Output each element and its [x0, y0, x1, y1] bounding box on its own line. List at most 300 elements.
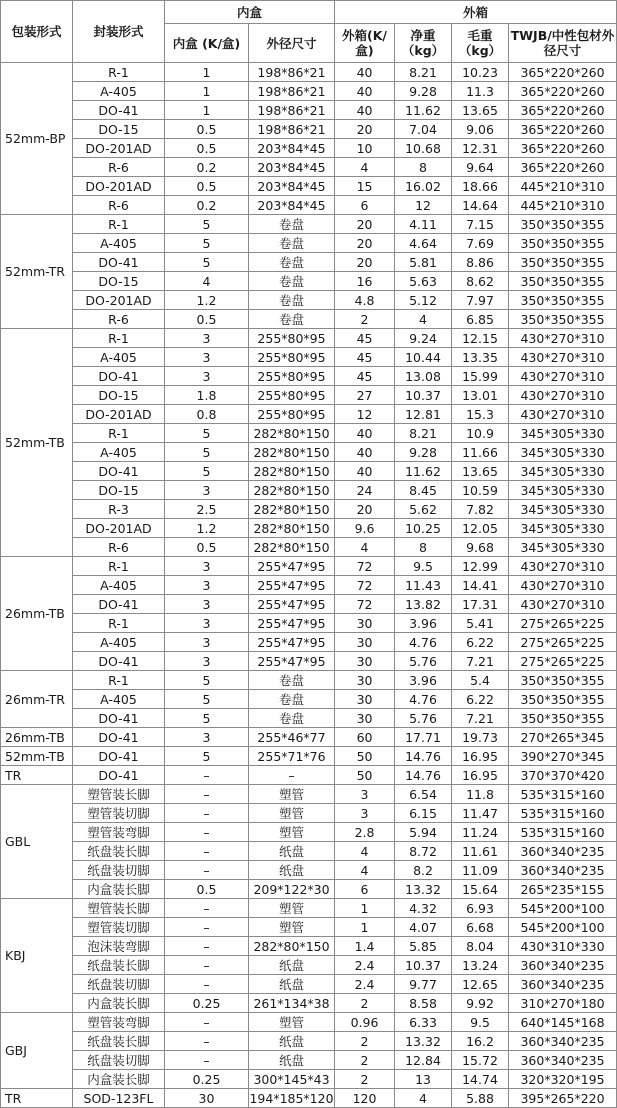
inner-dim-cell: 卷盘 [249, 253, 335, 272]
header-outer-box: 外箱 [335, 1, 617, 24]
table-row [1, 538, 617, 557]
inner-dim-cell: 255*80*95 [249, 386, 335, 405]
outer-qty-cell: 30 [335, 633, 395, 652]
table-row [1, 956, 617, 975]
net-weight-cell: 13 [395, 1070, 452, 1089]
inner-qty-cell: 0.5 [165, 310, 249, 329]
net-weight-cell: 4.07 [395, 918, 452, 937]
outer-dim-cell: 310*270*180 [509, 994, 617, 1013]
table-row [1, 462, 617, 481]
seal-form-cell: DO-15 [73, 272, 165, 291]
inner-qty-cell: 5 [165, 443, 249, 462]
table-row [1, 842, 617, 861]
inner-qty-cell: 1 [165, 101, 249, 120]
table-row [1, 63, 617, 82]
outer-dim-cell: 360*340*235 [509, 861, 617, 880]
gross-weight-cell: 7.69 [452, 234, 509, 253]
net-weight-cell: 14.76 [395, 747, 452, 766]
inner-qty-cell: 0.5 [165, 880, 249, 899]
gross-weight-cell: 5.88 [452, 1089, 509, 1108]
table-row [1, 766, 617, 785]
inner-qty-cell: – [165, 766, 249, 785]
net-weight-cell: 10.37 [395, 386, 452, 405]
seal-form-cell: 塑管装切脚 [73, 804, 165, 823]
outer-dim-cell: 365*220*260 [509, 82, 617, 101]
outer-dim-cell: 345*305*330 [509, 500, 617, 519]
table-row [1, 557, 617, 576]
table-row [1, 196, 617, 215]
inner-qty-cell: 5 [165, 747, 249, 766]
table-row [1, 405, 617, 424]
outer-dim-cell: 445*210*310 [509, 196, 617, 215]
gross-weight-cell: 15.3 [452, 405, 509, 424]
outer-qty-cell: 24 [335, 481, 395, 500]
net-weight-cell: 3.96 [395, 671, 452, 690]
inner-qty-cell: 5 [165, 671, 249, 690]
outer-dim-cell: 365*220*260 [509, 120, 617, 139]
seal-form-cell: R-6 [73, 538, 165, 557]
inner-dim-cell: 纸盘 [249, 861, 335, 880]
outer-qty-cell: 30 [335, 652, 395, 671]
outer-dim-cell: 350*350*355 [509, 234, 617, 253]
seal-form-cell: 纸盘装长脚 [73, 1032, 165, 1051]
inner-qty-cell: 0.5 [165, 538, 249, 557]
seal-form-cell: 内盒装长脚 [73, 994, 165, 1013]
gross-weight-cell: 13.01 [452, 386, 509, 405]
seal-form-cell: A-405 [73, 234, 165, 253]
inner-dim-cell: – [249, 766, 335, 785]
gross-weight-cell: 8.86 [452, 253, 509, 272]
inner-dim-cell: 塑管 [249, 804, 335, 823]
table-row [1, 348, 617, 367]
inner-qty-cell: 3 [165, 329, 249, 348]
outer-dim-cell: 345*305*330 [509, 538, 617, 557]
outer-dim-cell: 430*270*310 [509, 405, 617, 424]
outer-qty-cell: 20 [335, 500, 395, 519]
net-weight-cell: 8.58 [395, 994, 452, 1013]
net-weight-cell: 7.04 [395, 120, 452, 139]
outer-dim-cell: 345*305*330 [509, 462, 617, 481]
inner-dim-cell: 255*47*95 [249, 633, 335, 652]
inner-qty-cell: 0.5 [165, 120, 249, 139]
outer-qty-cell: 6 [335, 880, 395, 899]
inner-qty-cell: 1 [165, 63, 249, 82]
net-weight-cell: 9.77 [395, 975, 452, 994]
net-weight-cell: 4.32 [395, 899, 452, 918]
net-weight-cell: 8.21 [395, 63, 452, 82]
net-weight-cell: 6.33 [395, 1013, 452, 1032]
net-weight-cell: 11.43 [395, 576, 452, 595]
table-body [1, 63, 617, 1108]
group-label: TR [1, 1089, 73, 1108]
outer-qty-cell: 1 [335, 918, 395, 937]
seal-form-cell: SOD-123FL [73, 1089, 165, 1108]
inner-dim-cell: 卷盘 [249, 709, 335, 728]
outer-qty-cell: 20 [335, 215, 395, 234]
seal-form-cell: DO-201AD [73, 405, 165, 424]
seal-form-cell: 纸盘装长脚 [73, 842, 165, 861]
net-weight-cell: 8 [395, 158, 452, 177]
seal-form-cell: DO-201AD [73, 177, 165, 196]
outer-dim-cell: 430*310*330 [509, 937, 617, 956]
outer-qty-cell: 4 [335, 158, 395, 177]
inner-dim-cell: 203*84*45 [249, 158, 335, 177]
inner-qty-cell: – [165, 823, 249, 842]
gross-weight-cell: 13.24 [452, 956, 509, 975]
table-row [1, 671, 617, 690]
outer-dim-cell: 265*235*155 [509, 880, 617, 899]
outer-dim-cell: 365*220*260 [509, 101, 617, 120]
inner-qty-cell: – [165, 842, 249, 861]
outer-qty-cell: 3 [335, 785, 395, 804]
seal-form-cell: 纸盘装切脚 [73, 861, 165, 880]
net-weight-cell: 6.15 [395, 804, 452, 823]
gross-weight-cell: 9.06 [452, 120, 509, 139]
gross-weight-cell: 18.66 [452, 177, 509, 196]
inner-qty-cell: 0.8 [165, 405, 249, 424]
inner-qty-cell: – [165, 1032, 249, 1051]
inner-qty-cell: – [165, 937, 249, 956]
gross-weight-cell: 10.23 [452, 63, 509, 82]
net-weight-cell: 5.63 [395, 272, 452, 291]
outer-qty-cell: 40 [335, 443, 395, 462]
gross-weight-cell: 12.05 [452, 519, 509, 538]
inner-dim-cell: 282*80*150 [249, 443, 335, 462]
table-row [1, 215, 617, 234]
net-weight-cell: 9.28 [395, 443, 452, 462]
outer-qty-cell: 40 [335, 63, 395, 82]
outer-qty-cell: 45 [335, 348, 395, 367]
outer-dim-cell: 320*320*195 [509, 1070, 617, 1089]
inner-qty-cell: 3 [165, 481, 249, 500]
inner-dim-cell: 198*86*21 [249, 82, 335, 101]
table-row [1, 576, 617, 595]
inner-dim-cell: 282*80*150 [249, 519, 335, 538]
table-row [1, 424, 617, 443]
inner-qty-cell: 3 [165, 652, 249, 671]
inner-dim-cell: 282*80*150 [249, 538, 335, 557]
table-row [1, 519, 617, 538]
inner-dim-cell: 纸盘 [249, 975, 335, 994]
net-weight-cell: 11.62 [395, 462, 452, 481]
inner-dim-cell: 卷盘 [249, 234, 335, 253]
inner-dim-cell: 255*47*95 [249, 576, 335, 595]
gross-weight-cell: 12.15 [452, 329, 509, 348]
outer-dim-cell: 390*270*345 [509, 747, 617, 766]
net-weight-cell: 6.54 [395, 785, 452, 804]
inner-qty-cell: – [165, 975, 249, 994]
net-weight-cell: 10.25 [395, 519, 452, 538]
header-inner-dim: 外径尺寸 [249, 24, 335, 63]
gross-weight-cell: 15.72 [452, 1051, 509, 1070]
outer-qty-cell: 40 [335, 424, 395, 443]
table-row [1, 177, 617, 196]
net-weight-cell: 12.81 [395, 405, 452, 424]
inner-qty-cell: 0.25 [165, 1070, 249, 1089]
net-weight-cell: 8.21 [395, 424, 452, 443]
outer-dim-cell: 445*210*310 [509, 177, 617, 196]
inner-dim-cell: 282*80*150 [249, 424, 335, 443]
outer-dim-cell: 275*265*225 [509, 614, 617, 633]
outer-dim-cell: 350*350*355 [509, 671, 617, 690]
gross-weight-cell: 11.8 [452, 785, 509, 804]
outer-dim-cell: 535*315*160 [509, 804, 617, 823]
outer-qty-cell: 4 [335, 538, 395, 557]
outer-dim-cell: 430*270*310 [509, 576, 617, 595]
gross-weight-cell: 7.97 [452, 291, 509, 310]
outer-qty-cell: 2.4 [335, 956, 395, 975]
outer-dim-cell: 360*340*235 [509, 1032, 617, 1051]
net-weight-cell: 13.08 [395, 367, 452, 386]
gross-weight-cell: 9.64 [452, 158, 509, 177]
net-weight-cell: 8.72 [395, 842, 452, 861]
net-weight-cell: 9.24 [395, 329, 452, 348]
table-row [1, 1032, 617, 1051]
inner-dim-cell: 255*71*76 [249, 747, 335, 766]
seal-form-cell: R-6 [73, 158, 165, 177]
header-inner-box: 内盒 [165, 1, 335, 24]
inner-qty-cell: 1.2 [165, 291, 249, 310]
inner-dim-cell: 198*86*21 [249, 120, 335, 139]
gross-weight-cell: 14.64 [452, 196, 509, 215]
outer-qty-cell: 30 [335, 690, 395, 709]
table-row [1, 1089, 617, 1108]
outer-dim-cell: 430*270*310 [509, 386, 617, 405]
inner-qty-cell: – [165, 1013, 249, 1032]
seal-form-cell: A-405 [73, 82, 165, 101]
net-weight-cell: 13.82 [395, 595, 452, 614]
seal-form-cell: A-405 [73, 443, 165, 462]
inner-dim-cell: 255*46*77 [249, 728, 335, 747]
inner-qty-cell: 3 [165, 576, 249, 595]
table-row [1, 747, 617, 766]
seal-form-cell: A-405 [73, 633, 165, 652]
net-weight-cell: 14.76 [395, 766, 452, 785]
inner-qty-cell: 5 [165, 215, 249, 234]
outer-qty-cell: 10 [335, 139, 395, 158]
outer-qty-cell: 2.4 [335, 975, 395, 994]
seal-form-cell: A-405 [73, 576, 165, 595]
net-weight-cell: 11.62 [395, 101, 452, 120]
outer-dim-cell: 350*350*355 [509, 272, 617, 291]
outer-qty-cell: 3 [335, 804, 395, 823]
outer-qty-cell: 40 [335, 101, 395, 120]
inner-qty-cell: 3 [165, 557, 249, 576]
inner-qty-cell: 1.8 [165, 386, 249, 405]
inner-dim-cell: 198*86*21 [249, 63, 335, 82]
net-weight-cell: 9.5 [395, 557, 452, 576]
gross-weight-cell: 11.66 [452, 443, 509, 462]
inner-qty-cell: 0.5 [165, 177, 249, 196]
gross-weight-cell: 7.21 [452, 652, 509, 671]
seal-form-cell: 内盒装长脚 [73, 880, 165, 899]
gross-weight-cell: 16.95 [452, 766, 509, 785]
inner-dim-cell: 261*134*38 [249, 994, 335, 1013]
net-weight-cell: 9.28 [395, 82, 452, 101]
outer-qty-cell: 27 [335, 386, 395, 405]
outer-dim-cell: 360*340*235 [509, 975, 617, 994]
group-label: 26mm-TB [1, 728, 73, 747]
seal-form-cell: R-3 [73, 500, 165, 519]
inner-qty-cell: 3 [165, 367, 249, 386]
net-weight-cell: 5.81 [395, 253, 452, 272]
outer-qty-cell: 72 [335, 595, 395, 614]
outer-dim-cell: 430*270*310 [509, 595, 617, 614]
inner-qty-cell: 3 [165, 614, 249, 633]
outer-qty-cell: 6 [335, 196, 395, 215]
inner-qty-cell: – [165, 956, 249, 975]
outer-qty-cell: 30 [335, 671, 395, 690]
net-weight-cell: 5.85 [395, 937, 452, 956]
inner-dim-cell: 203*84*45 [249, 196, 335, 215]
seal-form-cell: 纸盘装切脚 [73, 975, 165, 994]
outer-qty-cell: 15 [335, 177, 395, 196]
inner-dim-cell: 255*47*95 [249, 652, 335, 671]
outer-qty-cell: 120 [335, 1089, 395, 1108]
table-row [1, 158, 617, 177]
outer-qty-cell: 2 [335, 1032, 395, 1051]
outer-dim-cell: 640*145*168 [509, 1013, 617, 1032]
gross-weight-cell: 5.4 [452, 671, 509, 690]
outer-dim-cell: 370*370*420 [509, 766, 617, 785]
table-row [1, 291, 617, 310]
inner-dim-cell: 塑管 [249, 899, 335, 918]
outer-qty-cell: 20 [335, 253, 395, 272]
net-weight-cell: 8 [395, 538, 452, 557]
net-weight-cell: 5.12 [395, 291, 452, 310]
table-row [1, 443, 617, 462]
outer-dim-cell: 350*350*355 [509, 215, 617, 234]
inner-dim-cell: 塑管 [249, 1013, 335, 1032]
table-row [1, 614, 617, 633]
net-weight-cell: 4.76 [395, 690, 452, 709]
gross-weight-cell: 5.41 [452, 614, 509, 633]
seal-form-cell: 纸盘装切脚 [73, 1051, 165, 1070]
gross-weight-cell: 19.73 [452, 728, 509, 747]
outer-dim-cell: 430*270*310 [509, 348, 617, 367]
outer-qty-cell: 72 [335, 576, 395, 595]
outer-dim-cell: 345*305*330 [509, 519, 617, 538]
inner-dim-cell: 255*80*95 [249, 348, 335, 367]
table-row [1, 386, 617, 405]
table-row [1, 310, 617, 329]
gross-weight-cell: 12.31 [452, 139, 509, 158]
net-weight-cell: 12 [395, 196, 452, 215]
inner-dim-cell: 198*86*21 [249, 101, 335, 120]
net-weight-cell: 16.02 [395, 177, 452, 196]
seal-form-cell: 塑管装长脚 [73, 899, 165, 918]
outer-dim-cell: 545*200*100 [509, 899, 617, 918]
table-row [1, 690, 617, 709]
outer-dim-cell: 350*350*355 [509, 690, 617, 709]
outer-qty-cell: 30 [335, 614, 395, 633]
inner-qty-cell: 30 [165, 1089, 249, 1108]
gross-weight-cell: 13.65 [452, 462, 509, 481]
net-weight-cell: 13.32 [395, 1032, 452, 1051]
outer-dim-cell: 350*350*355 [509, 253, 617, 272]
group-label: 52mm-TB [1, 329, 73, 557]
outer-dim-cell: 430*270*310 [509, 329, 617, 348]
inner-dim-cell: 255*47*95 [249, 614, 335, 633]
gross-weight-cell: 14.74 [452, 1070, 509, 1089]
inner-dim-cell: 282*80*150 [249, 462, 335, 481]
group-label: 52mm-TB [1, 747, 73, 766]
seal-form-cell: DO-41 [73, 367, 165, 386]
group-label: KBJ [1, 899, 73, 1013]
inner-dim-cell: 纸盘 [249, 1051, 335, 1070]
outer-qty-cell: 16 [335, 272, 395, 291]
gross-weight-cell: 6.68 [452, 918, 509, 937]
net-weight-cell: 17.71 [395, 728, 452, 747]
outer-qty-cell: 4 [335, 861, 395, 880]
net-weight-cell: 5.76 [395, 652, 452, 671]
seal-form-cell: R-1 [73, 329, 165, 348]
gross-weight-cell: 9.5 [452, 1013, 509, 1032]
inner-qty-cell: – [165, 785, 249, 804]
seal-form-cell: R-1 [73, 671, 165, 690]
gross-weight-cell: 6.85 [452, 310, 509, 329]
seal-form-cell: DO-41 [73, 709, 165, 728]
outer-qty-cell: 20 [335, 234, 395, 253]
inner-qty-cell: 0.5 [165, 139, 249, 158]
outer-qty-cell: 4.8 [335, 291, 395, 310]
inner-qty-cell: 5 [165, 690, 249, 709]
table-row [1, 253, 617, 272]
seal-form-cell: R-1 [73, 557, 165, 576]
outer-dim-cell: 350*350*355 [509, 310, 617, 329]
inner-dim-cell: 塑管 [249, 823, 335, 842]
net-weight-cell: 4.76 [395, 633, 452, 652]
inner-dim-cell: 塑管 [249, 918, 335, 937]
net-weight-cell: 10.37 [395, 956, 452, 975]
seal-form-cell: DO-15 [73, 120, 165, 139]
net-weight-cell: 5.94 [395, 823, 452, 842]
inner-dim-cell: 209*122*30 [249, 880, 335, 899]
gross-weight-cell: 15.64 [452, 880, 509, 899]
outer-qty-cell: 0.96 [335, 1013, 395, 1032]
seal-form-cell: DO-41 [73, 766, 165, 785]
inner-dim-cell: 纸盘 [249, 1032, 335, 1051]
net-weight-cell: 8.2 [395, 861, 452, 880]
inner-qty-cell: – [165, 861, 249, 880]
outer-qty-cell: 4 [335, 842, 395, 861]
table-row [1, 120, 617, 139]
inner-dim-cell: 282*80*150 [249, 481, 335, 500]
inner-qty-cell: 5 [165, 234, 249, 253]
table-row [1, 918, 617, 937]
inner-qty-cell: 0.2 [165, 158, 249, 177]
table-row [1, 728, 617, 747]
table-row [1, 709, 617, 728]
inner-qty-cell: 2.5 [165, 500, 249, 519]
net-weight-cell: 4 [395, 1089, 452, 1108]
gross-weight-cell: 13.35 [452, 348, 509, 367]
seal-form-cell: 泡沫装弯脚 [73, 937, 165, 956]
gross-weight-cell: 7.82 [452, 500, 509, 519]
outer-qty-cell: 9.6 [335, 519, 395, 538]
outer-dim-cell: 365*220*260 [509, 158, 617, 177]
table-row [1, 1051, 617, 1070]
net-weight-cell: 5.62 [395, 500, 452, 519]
gross-weight-cell: 8.04 [452, 937, 509, 956]
inner-dim-cell: 255*47*95 [249, 595, 335, 614]
inner-dim-cell: 卷盘 [249, 690, 335, 709]
outer-dim-cell: 360*340*235 [509, 956, 617, 975]
inner-dim-cell: 255*80*95 [249, 329, 335, 348]
outer-dim-cell: 545*200*100 [509, 918, 617, 937]
inner-qty-cell: 0.2 [165, 196, 249, 215]
outer-dim-cell: 430*270*310 [509, 557, 617, 576]
